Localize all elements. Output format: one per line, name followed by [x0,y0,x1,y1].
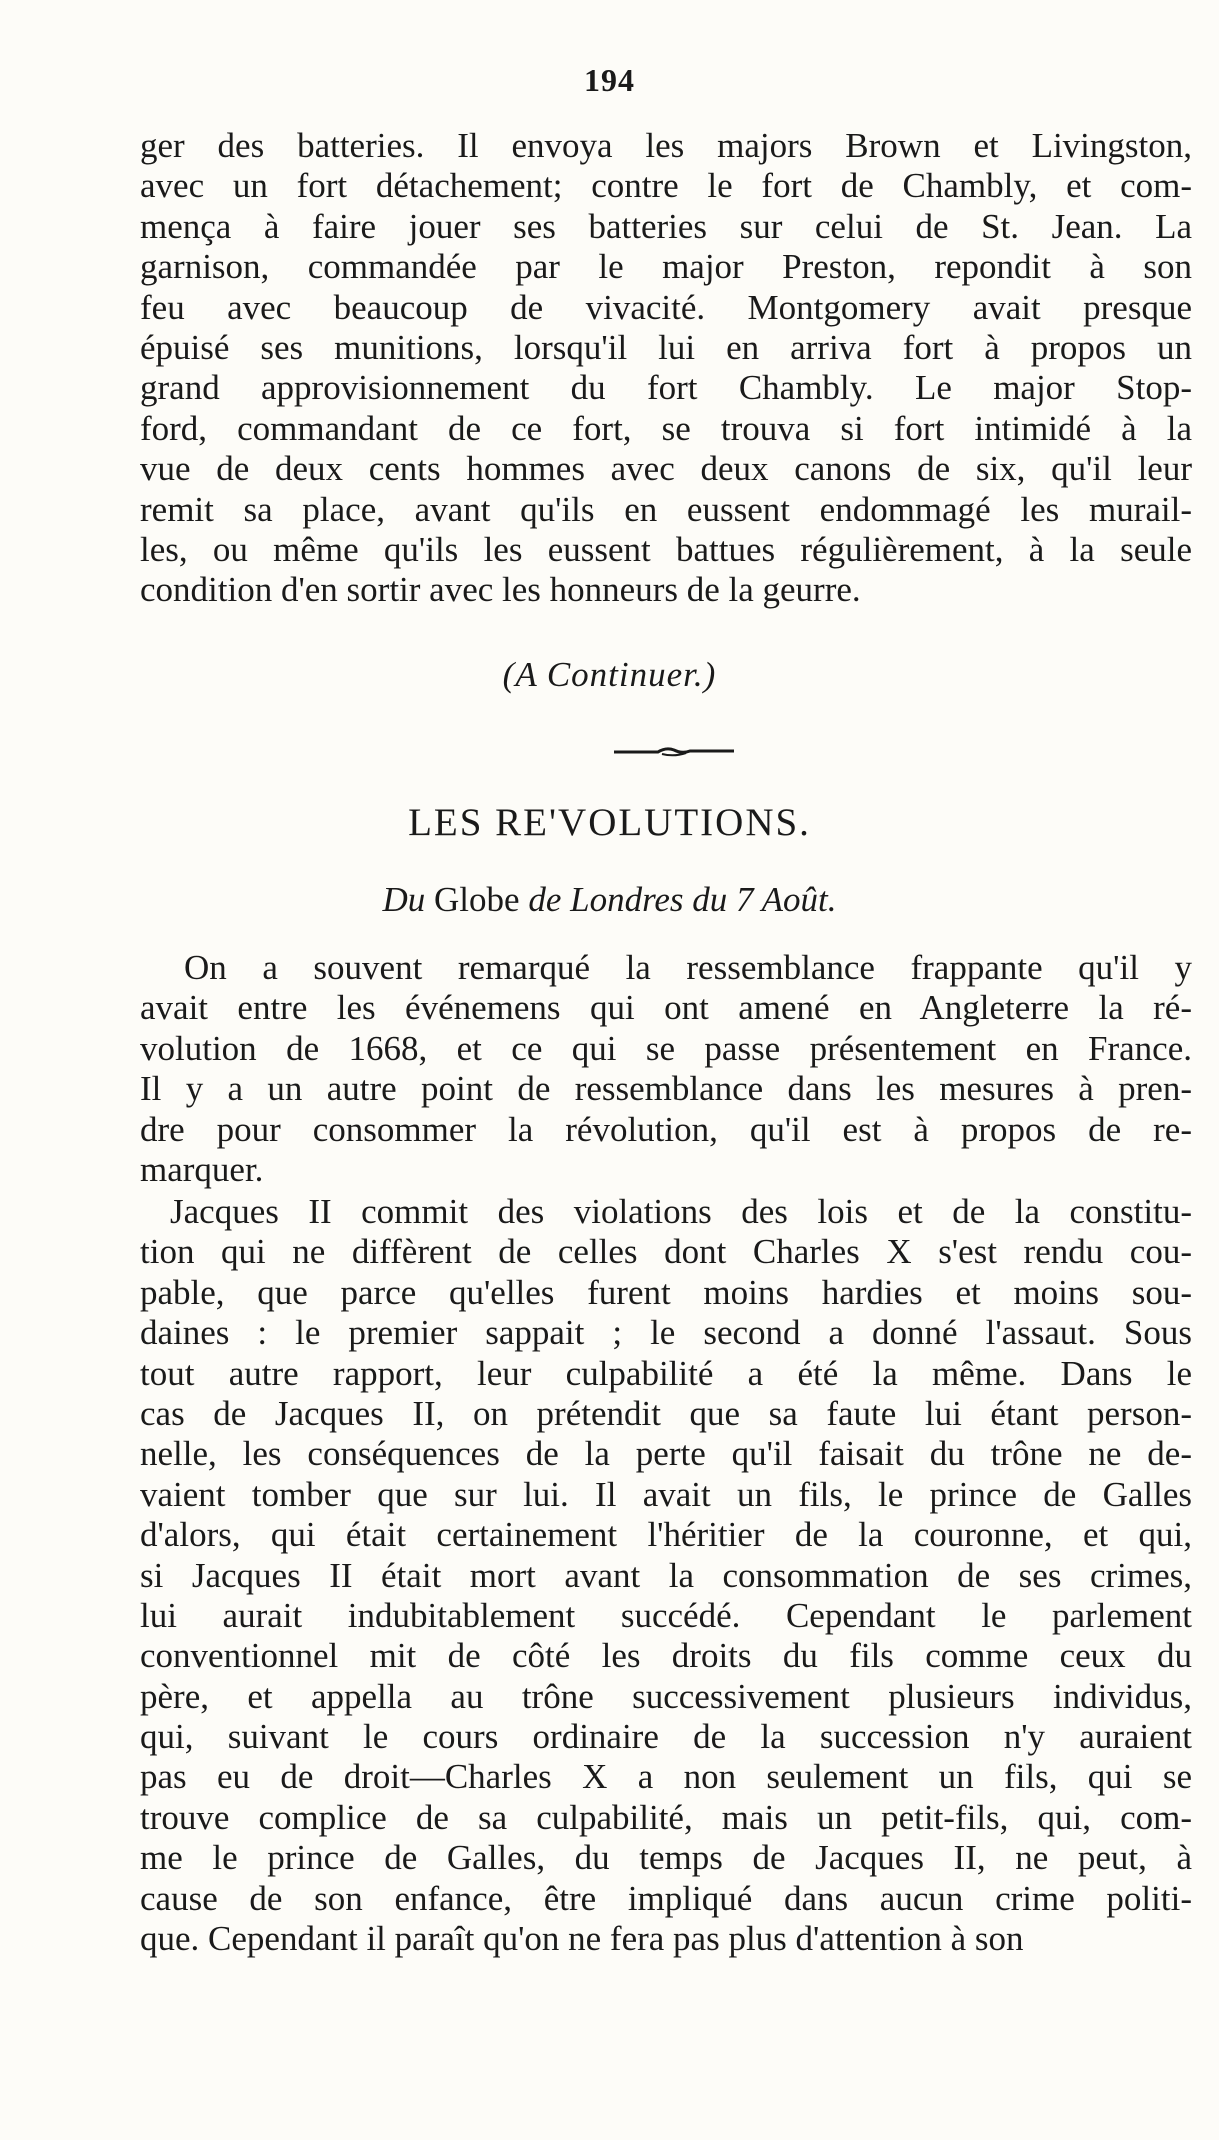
article-source [0,880,1219,920]
text-line: me le prince de Galles, du temps de Jacques II, ne peut, à [140,1838,1192,1878]
text-line: On a souvent remarqué la ressemblance frappante qu'il y [184,948,1192,987]
text-line: avec un fort détachement; contre le fort de Chambly, et com- [140,166,1192,206]
text-line: cas de Jacques II, on prétendit que sa faute lui étant person- [140,1393,1192,1433]
text-line: vaient tomber que sur lui. Il avait un fils, le prince de Galles [140,1474,1192,1514]
text-line: ford, commandant de ce fort, se trouva si fort intimidé à la [140,408,1192,448]
text-line: qui, suivant le cours ordinaire de la succession n'y auraient [140,1717,1192,1757]
article-title: LES RE'VOLUTIONS. [408,801,811,844]
text-line: daines : le premier sappait ; le second a donné l'assaut. Sous [140,1313,1192,1353]
text-line: garnison, commandée par le major Preston, repondit à son [140,247,1192,287]
text-line: ger des batteries. Il envoya les majors Brown et Livingston, [140,126,1192,165]
text-line: feu avec beaucoup de vivacité. Montgomery avait presque [140,287,1192,327]
text-line: avait entre les événemens qui ont amené en Angleterre la ré- [140,988,1192,1028]
text-line: lui aurait indubitablement succédé. Cependant le parlement [140,1595,1192,1635]
source-newspaper: Globe [434,880,520,919]
text-line: trouve complice de sa culpabilité, mais un petit-fils, qui, com- [140,1797,1192,1837]
source-suffix: de Londres du 7 Août. [528,880,837,919]
text-line: marquer. [140,1149,264,1189]
text-line: tout autre rapport, leur culpabilité a été la même. Dans le [140,1353,1192,1393]
text-line: d'alors, qui était certainement l'héritier de la couronne, et qui, [140,1515,1192,1555]
text-line: volution de 1668, et ce qui se passe présentement en France. [140,1028,1192,1068]
text-line: épuisé ses munitions, lorsqu'il lui en arriva fort à propos un [140,327,1192,367]
text-line: tion qui ne diffèrent de celles dont Charles X s'est rendu cou- [140,1232,1192,1272]
text-line: grand approvisionnement du fort Chambly. Le major Stop- [140,368,1192,408]
paragraph-2 [140,1192,1192,1959]
source-prefix: Du [382,880,426,919]
text-line: pable, que parce qu'elles furent moins hardies et moins sou- [140,1272,1192,1312]
text-line: que. Cependant il paraît qu'on ne fera pas plus d'attention à son [140,1919,1024,1959]
text-line: Jacques II commit des violations des lois et de la constitu- [170,1192,1192,1231]
ornamental-rule [614,745,734,759]
text-line: les, ou même qu'ils les eussent battues régulièrement, à la seule [140,529,1192,569]
text-line: si Jacques II était mort avant la consommation de ses crimes, [140,1555,1192,1595]
text-line: cause de son enfance, être impliqué dans aucun crime politi- [140,1878,1192,1918]
paragraph-1 [140,948,1192,1190]
page-number: 194 [584,62,635,98]
text-line: remit sa place, avant qu'ils en eussent endommagé les murail- [140,489,1192,529]
text-line: condition d'en sortir avec les honneurs de la geurre. [140,570,861,610]
text-line: nelle, les conséquences de la perte qu'il faisait du trône ne de- [140,1434,1192,1474]
text-line: dre pour consommer la révolution, qu'il est à propos de re- [140,1109,1192,1149]
text-line: vue de deux cents hommes avec deux canons de six, qu'il leur [140,449,1192,489]
text-line: mença à faire jouer ses batteries sur celui de St. Jean. La [140,206,1192,246]
text-line: pas eu de droit—Charles X a non seulement un fils, qui se [140,1757,1192,1797]
text-line: conventionnel mit de côté les droits du fils comme ceux du [140,1636,1192,1676]
continued-text [140,126,1192,611]
text-line: père, et appella au trône successivement plusieurs individus, [140,1676,1192,1716]
text-line: Il y a un autre point de ressemblance dans les mesures à pren- [140,1069,1192,1109]
continue-note: (A Continuer.) [502,655,717,694]
